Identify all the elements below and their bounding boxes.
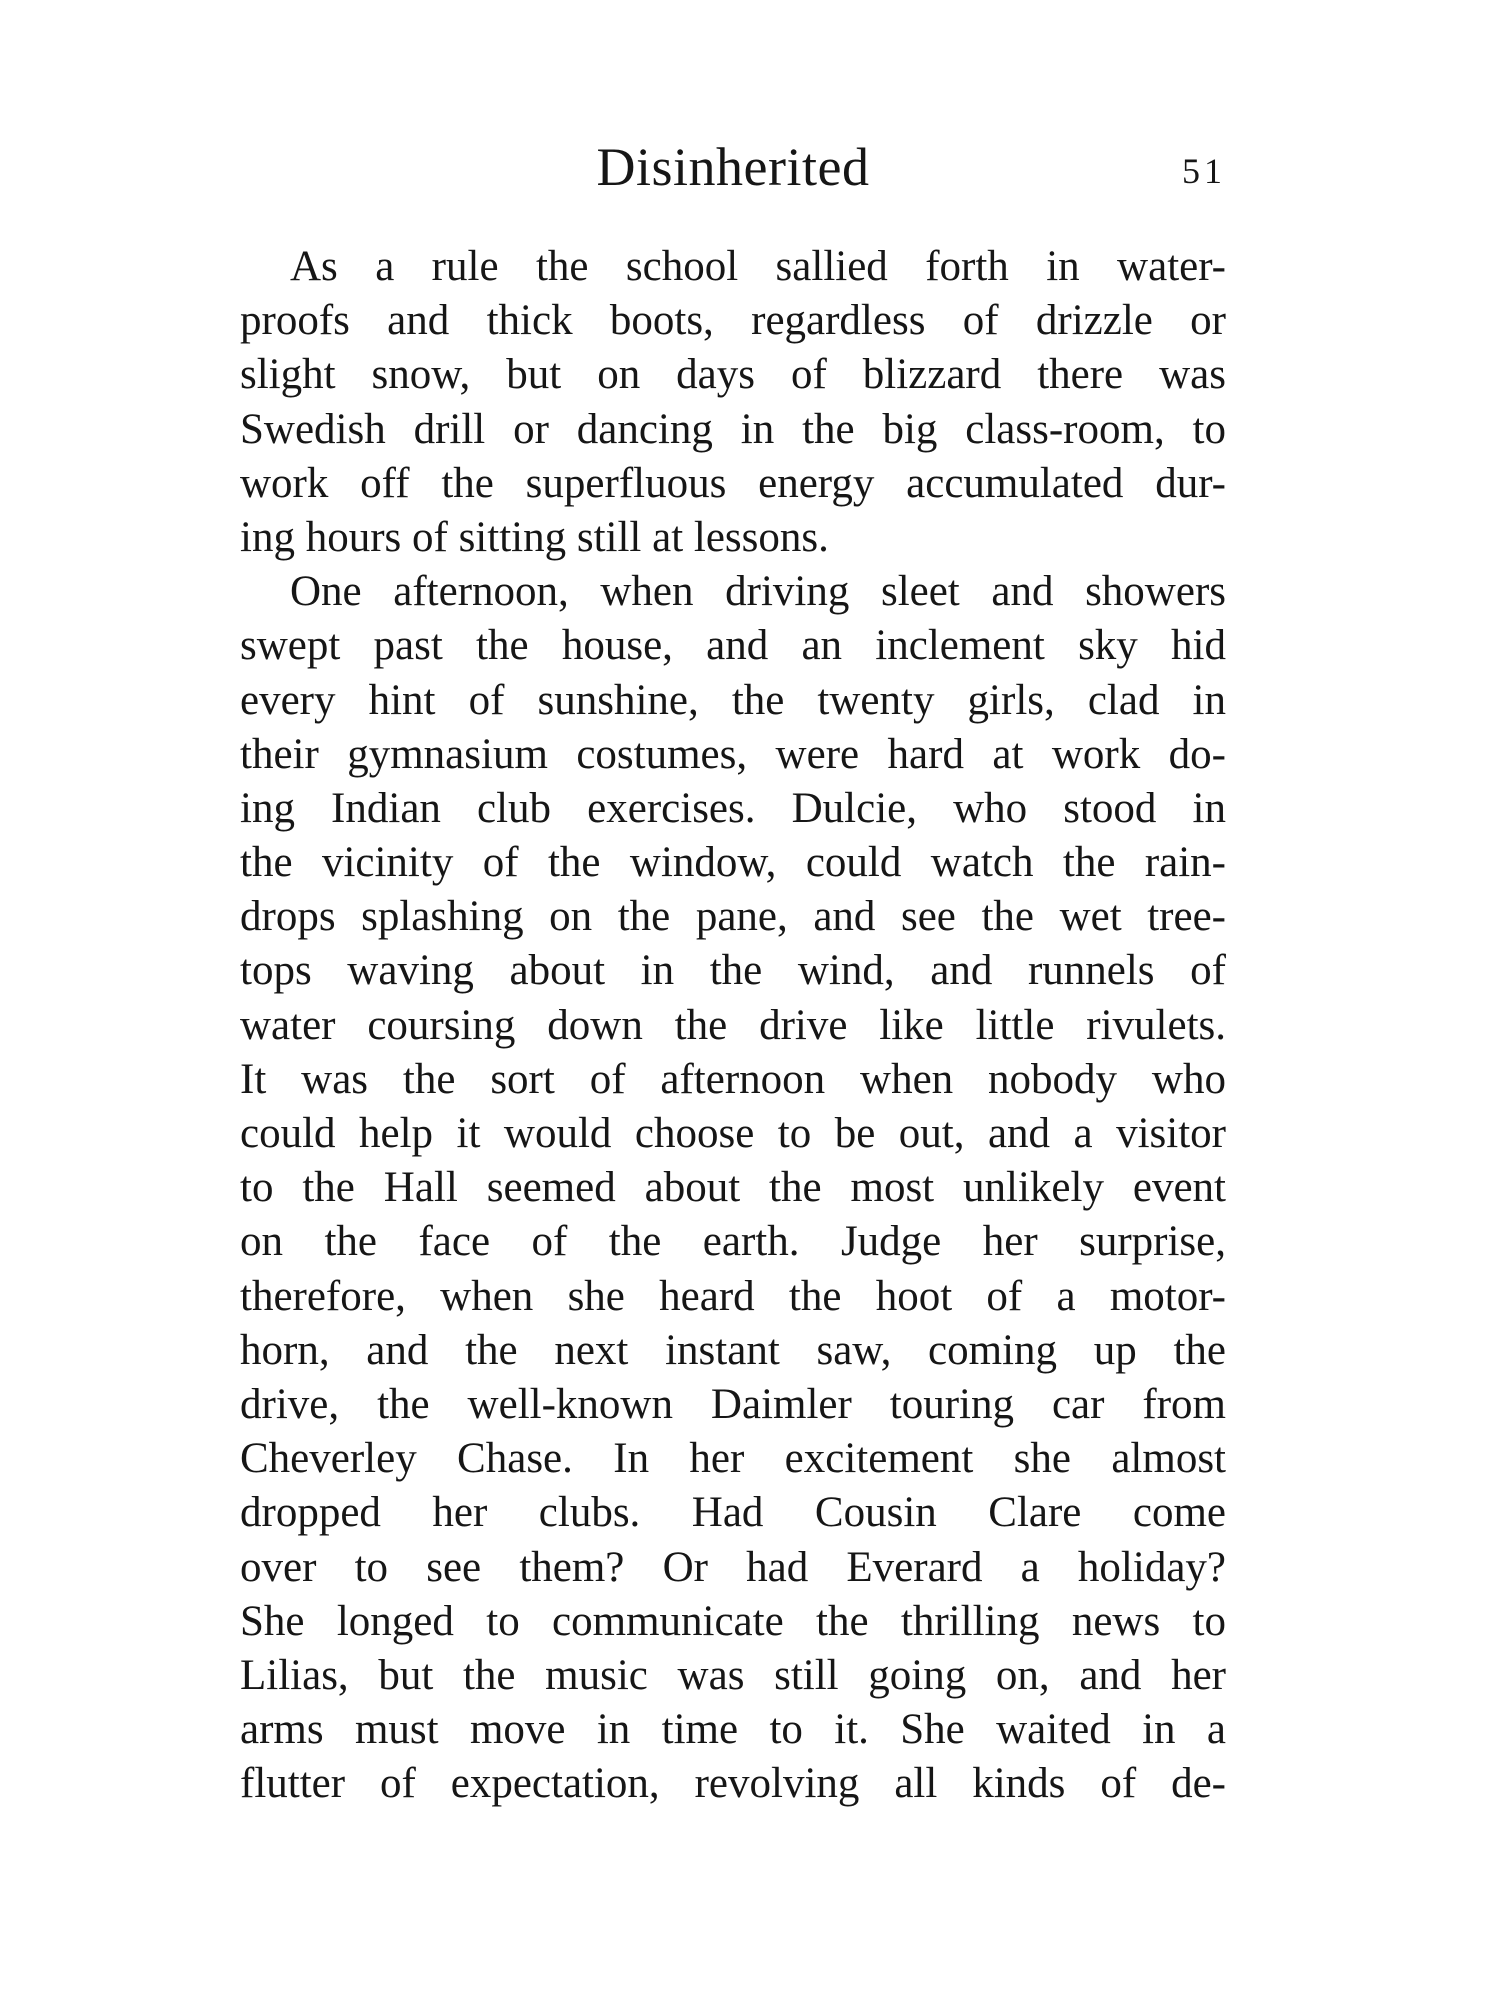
paragraph-1 [240, 240, 1226, 565]
text-line: ing Indian club exercises. Dulcie, who stood in [240, 784, 1226, 832]
text-line: proofs and thick boots, regardless of drizzle or [240, 297, 1226, 345]
body-text [240, 240, 1226, 1811]
text-line: on the face of the earth. Judge her surprise, [240, 1218, 1226, 1266]
text-line: slight snow, but on days of blizzard there was [240, 351, 1226, 399]
text-line: Lilias, but the music was still going on, and her [240, 1651, 1226, 1699]
text-line: tops waving about in the wind, and runnels of [240, 947, 1226, 995]
running-title: Disinherited [596, 137, 870, 197]
text-line: flutter of expectation, revolving all kinds of de- [240, 1760, 1226, 1808]
paragraph-2 [240, 565, 1226, 1811]
text-line: drops splashing on the pane, and see the wet tree- [240, 893, 1226, 941]
text-line: the vicinity of the window, could watch the rain- [240, 839, 1226, 887]
text-line: One afternoon, when driving sleet and showers [290, 568, 1226, 616]
text-line: work off the superfluous energy accumulated dur- [240, 459, 1226, 507]
text-line: horn, and the next instant saw, coming up the [240, 1326, 1226, 1374]
text-line: arms must move in time to it. She waited in a [240, 1706, 1226, 1754]
text-line: to the Hall seemed about the most unlikely event [240, 1164, 1226, 1212]
text-line: dropped her clubs. Had Cousin Clare come [240, 1489, 1226, 1537]
text-line: It was the sort of afternoon when nobody who [240, 1055, 1226, 1103]
running-head [240, 132, 1226, 202]
text-line: Cheverley Chase. In her excitement she almost [240, 1435, 1226, 1483]
page-number: 51 [1182, 151, 1226, 191]
text-line: drive, the well-known Daimler touring car from [240, 1380, 1226, 1428]
text-line: As a rule the school sallied forth in water- [290, 243, 1226, 290]
text-line: over to see them? Or had Everard a holiday? [240, 1543, 1226, 1591]
text-line: water coursing down the drive like little rivulets. [240, 1001, 1226, 1049]
text-line: She longed to communicate the thrilling news to [240, 1597, 1226, 1645]
text-line: their gymnasium costumes, were hard at work do- [240, 730, 1226, 778]
text-line: swept past the house, and an inclement sky hid [240, 622, 1226, 670]
text-line: Swedish drill or dancing in the big class-room, to [240, 405, 1226, 453]
text-line: ing hours of sitting still at lessons. [240, 513, 829, 561]
text-line: therefore, when she heard the hoot of a motor- [240, 1272, 1226, 1320]
text-line: every hint of sunshine, the twenty girls, clad in [240, 676, 1226, 724]
text-line: could help it would choose to be out, and a visitor [240, 1110, 1226, 1157]
